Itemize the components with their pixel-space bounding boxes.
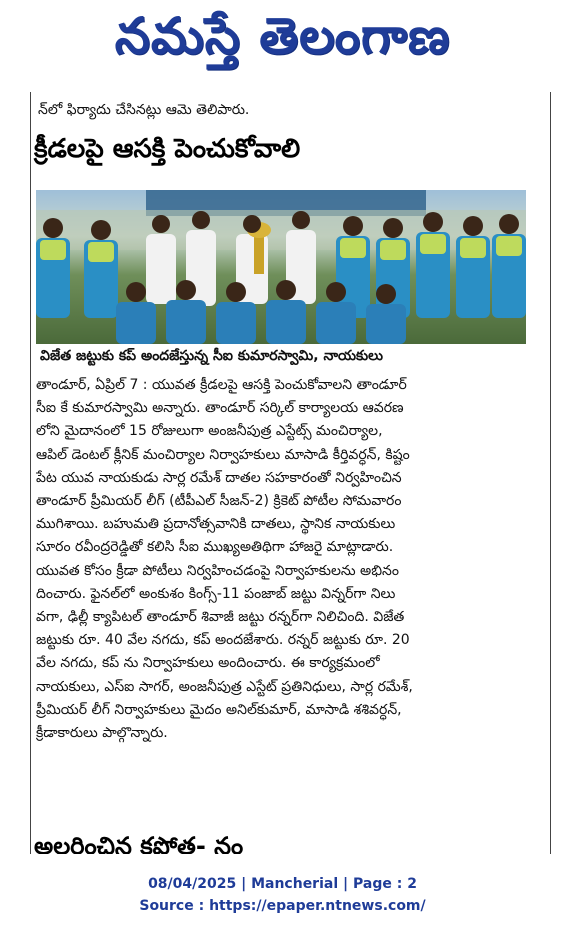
- footer-source: Source : https://epaper.ntnews.com/: [139, 898, 426, 914]
- next-article-headline: అలరించిన కపోత- నం: [34, 832, 244, 854]
- body-line: తాండూర్, ఏప్రిల్ 7 : యువత క్రీడలపై ఆసక్తి పెంచుకోవాలని తాండూర్: [36, 377, 407, 393]
- body-line: ప్రీమియర్ లీగ్ నిర్వాహకులు మైదం అనిల్‌కుమార్, మాసాడి శశివర్ధన్,: [36, 701, 402, 718]
- body-line: సీఐ కే కుమారస్వామి అన్నారు. తాండూర్ సర్కిల్ కార్యాలయ ఆవరణ: [36, 400, 404, 417]
- footer-date-edition: 08/04/2025 | Mancherial | Page : 2: [148, 876, 417, 892]
- body-line: తాండూర్ ప్రీమియర్ లీగ్ (టీపీఎల్ సీజన్-2) క్రికెట్ పోటీల సోమవారం: [36, 493, 402, 510]
- body-line: ముగిశాయి. బహుమతి ప్రదానోత్సవానికి దాతలు, స్థానిక నాయకులు: [36, 516, 396, 533]
- body-line: సూరం రవీంద్రరెడ్డితో కలిసి సీఐ ముఖ్యఅతిథిగా హాజరై మాట్లాడారు.: [36, 539, 394, 556]
- body-line: దించారు. ఫైనల్‌లో అంకుశం కింగ్స్-11 పంజాబ్ జట్టు విన్నర్‌గా నిలు: [36, 585, 396, 602]
- masthead: [0, 0, 565, 84]
- body-line: యువత కోసం క్రీడా పోటీలు నిర్వహించడంపై నిర్వాహకులను అభినం: [36, 562, 399, 579]
- body-line: ఆపిల్ డెంటల్ క్లీనిక్ మంచిర్యాల నిర్వాహకులు మాసాడి కీర్తివర్ధన్, కిష్టం: [36, 446, 410, 463]
- body-line: జట్టుకు రూ. 40 వేల నగదు, కప్ అందజేశారు. రన్నర్ జట్టుకు రూ. 20: [36, 632, 410, 649]
- photo-caption: విజేత జట్టుకు కప్ అందజేస్తున్న సీఐ కుమారస్వామి, నాయకులు: [40, 348, 383, 364]
- article-headline: క్రీడలపై ఆసక్తి పెంచుకోవాలి: [34, 134, 301, 164]
- article-body: [36, 374, 544, 745]
- body-line: క్రీడాకారులు పాల్గొన్నారు.: [36, 725, 168, 742]
- news-clipping: [30, 92, 551, 854]
- news-photo: [36, 190, 526, 344]
- carry-over-line: న్‌లో ఫిర్యాదు చేసినట్లు ఆమె తెలిపారు.: [38, 102, 250, 118]
- body-line: పేట యువ నాయకుడు సార్ల రమేశ్ దాతల సహకారంతో నిర్వహించిన: [36, 469, 402, 486]
- body-line: నాయకులు, ఎస్ఐ సాగర్, అంజనీపుత్ర ఎస్టేట్ ప్రతినిధులు, సార్ల రమేశ్,: [36, 678, 413, 695]
- newspaper-title: నమస్తే తెలంగాణ: [114, 6, 451, 65]
- body-line: వగా, ఢిల్లీ క్యాపిటల్ తాండూర్ శివాజీ జట్టు రన్నర్‌గా నిలిచింది. విజేత: [36, 609, 405, 626]
- body-line: వేల నగదు, కప్ ను నిర్వాహకులు అందించారు. ఈ కార్యక్రమంలో: [36, 655, 380, 672]
- body-line: లోని మైదానంలో 15 రోజులుగా అంజనీపుత్ర ఎస్టేట్స్ మంచిర్యాల,: [36, 423, 383, 440]
- photo-illustration: [36, 190, 526, 344]
